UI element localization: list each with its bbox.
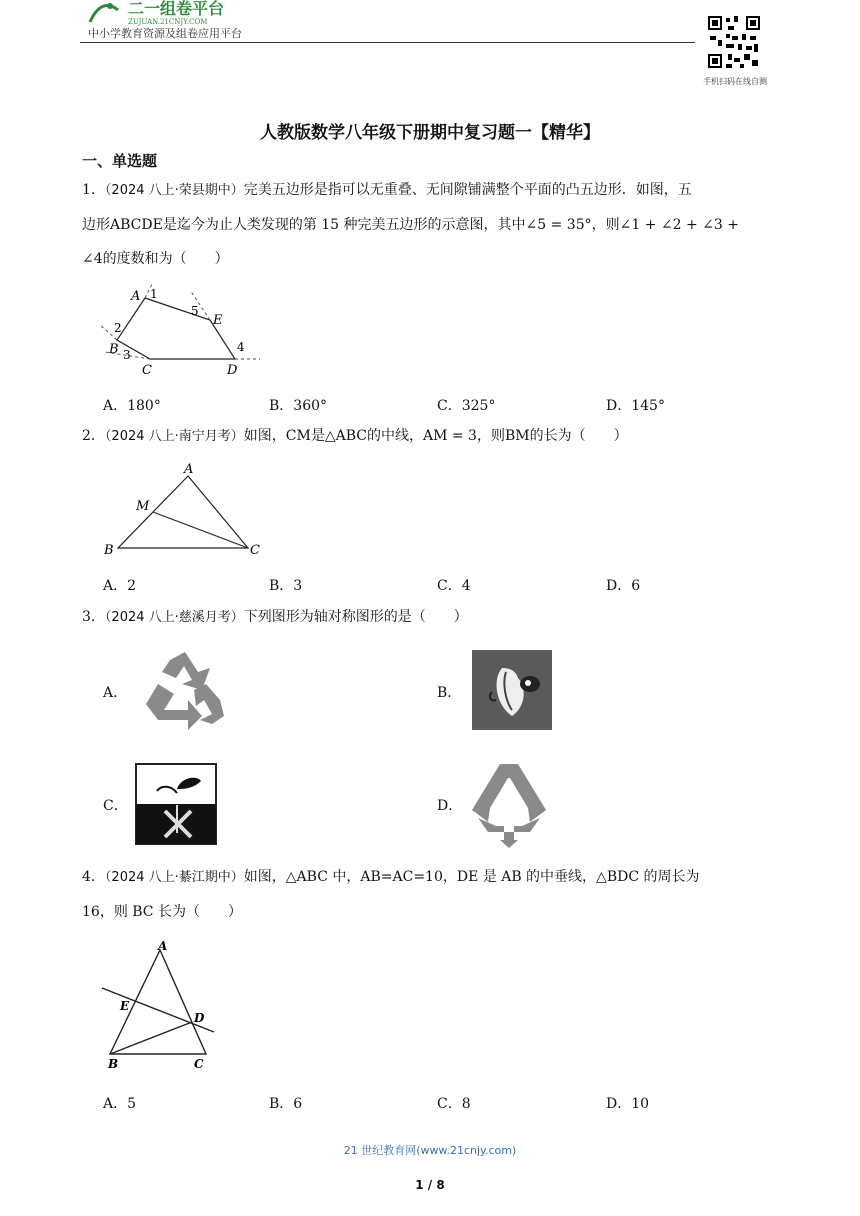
section-heading: 一、单选题 [82,152,158,170]
label-2: 2 [114,321,122,335]
q4-option-b[interactable]: B．6 [269,1096,303,1112]
q4-option-d[interactable]: D．10 [606,1096,650,1112]
qr-code-icon[interactable] [706,14,762,70]
header-divider [80,42,695,43]
site-logo [88,0,288,26]
label-5: 5 [191,304,199,318]
q2-option-b[interactable]: B．3 [269,578,303,594]
label-B: B [108,1057,119,1071]
label-A: A [184,462,194,477]
question-2 [82,419,782,454]
q3-option-a[interactable]: A． [103,685,128,701]
label-A: A [131,289,141,304]
q2-option-c[interactable]: C．4 [437,578,471,594]
triangle-abc-figure [100,460,270,560]
logo-text: 二一组卷平台 [128,0,225,18]
apple-core-icon[interactable] [472,650,552,730]
question-1-line2: 边形ABCDE是迄今为止人类发现的第 15 种完美五边形的示意图，其中∠5 = 35°，则∠1 + ∠2 + ∠3 + [82,217,739,233]
arrow-tree-icon[interactable] [470,760,548,848]
label-D: D [194,1011,205,1025]
q2-option-d[interactable]: D．6 [606,578,641,594]
q3-option-c[interactable]: C． [103,798,128,814]
q3-option-d[interactable]: D． [437,798,463,814]
question-2-line1: 2．（2024 八上·南宁月考）如图，CM是△ABC的中线，AM = 3，则BM的长为（ ） [82,428,628,444]
footer-link[interactable]: 21 世纪教育网(www.21cnjy.com) [343,1144,517,1157]
label-C: C [194,1057,204,1071]
label-4: 4 [237,340,245,354]
tagline: 中小学教育资源及组卷应用平台 [88,27,242,40]
page-number: 1 / 8 [415,1178,445,1192]
qr-caption: 手机扫码在线自测 [703,77,767,86]
label-E: E [120,999,130,1013]
q1-option-c[interactable]: C．325° [437,398,496,414]
question-4 [82,860,782,929]
label-1: 1 [150,287,158,301]
document-title: 人教版数学八年级下册期中复习题一【精华】 [260,123,600,143]
label-M: M [136,499,150,514]
label-E: E [213,313,223,328]
question-4-line1: 4．（2024 八上·綦江期中）如图，△ABC 中，AB=AC=10，DE 是 AB 的中垂线，△BDC 的周长为 [82,869,700,885]
q4-option-a[interactable]: A．5 [103,1096,137,1112]
q4-option-c[interactable]: C．8 [437,1096,471,1112]
question-3-line1: 3．（2024 八上·慈溪月考）下列图形为轴对称图形的是（ ） [82,609,468,625]
logo-url-text: ZUJUAN.21CNJY.COM [128,18,208,26]
recycle-icon[interactable] [140,650,230,732]
q1-option-d[interactable]: D．145° [606,398,665,414]
plant-sign-icon[interactable] [135,763,217,845]
question-1 [82,173,782,276]
question-1-line1: 1．（2024 八上·荣县期中）完美五边形是指可以无重叠、无间隙铺满整个平面的凸五边形．如图，五 [82,182,692,198]
label-D: D [227,363,238,378]
q2-option-a[interactable]: A．2 [103,578,137,594]
label-A: A [158,939,168,953]
question-1-line3: ∠4的度数和为（ ） [82,251,229,267]
label-3: 3 [123,348,131,362]
question-4-line2: 16，则 BC 长为（ ） [82,904,242,920]
pentagon-figure [95,280,270,380]
triangle-perpendicular-figure [98,938,223,1073]
q3-option-b[interactable]: B． [437,685,462,701]
label-B: B [104,543,114,558]
label-B: B [109,342,119,357]
q1-option-b[interactable]: B．360° [269,398,328,414]
q1-option-a[interactable]: A．180° [103,398,161,414]
label-C: C [250,543,260,558]
question-3 [82,600,782,635]
label-C: C [142,363,152,378]
